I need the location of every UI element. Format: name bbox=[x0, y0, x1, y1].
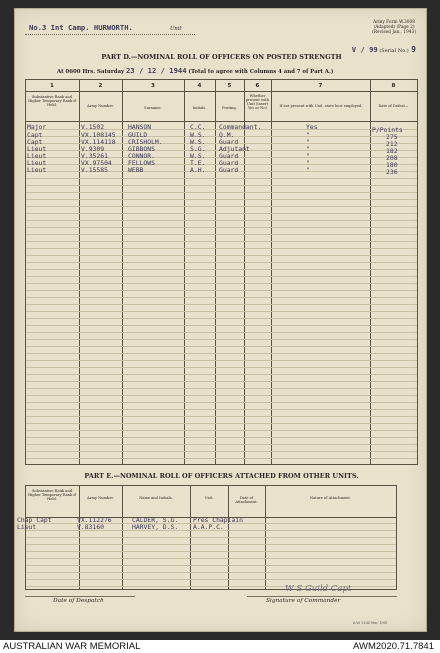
cell-present: " bbox=[306, 138, 310, 146]
date-suffix: (Total to agree with Columns 4 and 7 of Part A.) bbox=[188, 69, 334, 75]
form-line: (Revised Jan., 1943) bbox=[372, 30, 416, 36]
column-header-posting: Posting. bbox=[222, 106, 237, 110]
form-line: (Adapted) (Page 2) bbox=[373, 25, 415, 31]
e-column-header-rank: Substantive Rank and Higher Temporary Rank if Held. bbox=[28, 489, 76, 502]
ruled-line bbox=[26, 537, 396, 538]
cell-posting: Q.M. bbox=[219, 131, 235, 139]
cell-posting: Guard bbox=[219, 152, 239, 160]
ruled-line bbox=[26, 558, 396, 559]
ruled-line bbox=[26, 234, 417, 235]
cell-army-number: VX.108145 bbox=[81, 131, 116, 139]
cell-rank: Lieut bbox=[27, 152, 47, 160]
table-border-top bbox=[25, 79, 418, 80]
column-number: 1 bbox=[50, 83, 54, 89]
ruled-line bbox=[26, 353, 417, 354]
e-column-header-nature: Nature of Attachment. bbox=[310, 496, 351, 500]
ruled-line bbox=[26, 199, 417, 200]
form-line: Army Form W.3008 bbox=[373, 20, 415, 25]
ruled-line bbox=[26, 346, 417, 347]
ruled-line bbox=[26, 339, 417, 340]
ruled-line bbox=[26, 220, 417, 221]
cell-army-number: V.1502 bbox=[81, 123, 105, 131]
e-column-header-unit: Unit. bbox=[204, 496, 214, 500]
ruled-line bbox=[26, 367, 417, 368]
cell-unit: Pres Chaplain bbox=[193, 516, 244, 524]
signature-underline bbox=[247, 596, 397, 597]
cell-surname: WEBB bbox=[128, 166, 144, 174]
cell-unit: A.A.P.C. bbox=[193, 523, 224, 531]
cell-rank: Lieut bbox=[27, 145, 47, 153]
cell-points: 212 bbox=[386, 140, 398, 148]
column-header-army-number: Army Number. bbox=[87, 104, 114, 108]
column-header-defeat: Date of Defeat— bbox=[378, 104, 409, 108]
ruled-line bbox=[26, 269, 417, 270]
army-form-page bbox=[14, 8, 427, 632]
cell-posting: Guard bbox=[219, 166, 239, 174]
cell-rank: Lieut bbox=[17, 523, 37, 531]
form-reference bbox=[372, 20, 416, 36]
ruled-line bbox=[26, 416, 417, 417]
ruled-line bbox=[26, 423, 417, 424]
ruled-line bbox=[26, 248, 417, 249]
cell-present: " bbox=[306, 131, 310, 139]
column-divider bbox=[417, 79, 418, 464]
cell-army-number: VX.97504 bbox=[81, 159, 112, 167]
column-divider bbox=[396, 485, 397, 589]
ruled-line bbox=[26, 297, 417, 298]
column-header-rank: Substantive Rank and Higher Temporary Rank if Held. bbox=[28, 95, 76, 108]
column-number: 7 bbox=[318, 83, 323, 89]
ruled-line bbox=[26, 178, 417, 179]
ruled-line bbox=[26, 430, 417, 431]
cell-surname: GUILD bbox=[128, 131, 148, 139]
ruled-line bbox=[26, 185, 417, 186]
cell-army-number: VX.112276 bbox=[77, 516, 112, 524]
ruled-line bbox=[26, 437, 417, 438]
cell-surname: CONNOR. bbox=[128, 152, 155, 160]
ruled-line bbox=[26, 402, 417, 403]
cell-present: " bbox=[306, 152, 310, 160]
cell-points: 182 bbox=[386, 147, 398, 155]
column-header-employed: If not present with Unit, state how employed. bbox=[279, 104, 363, 108]
ruled-line bbox=[26, 192, 417, 193]
table-border-bottom bbox=[25, 464, 418, 465]
cell-initials: T.E. bbox=[190, 159, 206, 167]
date-value: 23 / 12 / 1944 bbox=[125, 66, 187, 75]
cell-rank: Major bbox=[27, 123, 47, 131]
cell-rank: Capt bbox=[27, 131, 43, 139]
ruled-line bbox=[26, 409, 417, 410]
cell-points: 180 bbox=[386, 161, 398, 169]
column-number: 8 bbox=[391, 83, 396, 89]
cell-surname: GIBBONS bbox=[128, 145, 155, 153]
e-column-header-name: Name and Initials. bbox=[139, 496, 173, 500]
column-number: 2 bbox=[98, 83, 103, 89]
ruled-line bbox=[26, 276, 417, 277]
ruled-line bbox=[26, 544, 396, 545]
ruled-line bbox=[26, 374, 417, 375]
cell-points: P/Points bbox=[372, 126, 403, 134]
ruled-line bbox=[26, 311, 417, 312]
cell-present: " bbox=[306, 159, 310, 167]
part-d-title: PART D.—NOMINAL ROLL OF OFFICERS ON POSTED STRENGTH bbox=[101, 53, 342, 61]
ruled-line bbox=[26, 255, 417, 256]
ruled-line bbox=[26, 579, 396, 580]
column-number: 4 bbox=[197, 83, 202, 89]
cell-initials: C.C. bbox=[190, 123, 206, 131]
date-prefix: At 0600 Hrs. Saturday bbox=[57, 69, 125, 75]
cell-surname: CRISHOLM. bbox=[128, 138, 163, 146]
column-number: 3 bbox=[151, 83, 155, 89]
signature-label: Signature of Commander bbox=[266, 598, 341, 604]
serial-number: 9 bbox=[411, 45, 416, 54]
serial-label: (Serial No.) bbox=[379, 48, 409, 54]
e-column-header-date: Date of Attachment. bbox=[235, 496, 258, 505]
column-header-surname: Surname. bbox=[144, 106, 162, 110]
cell-initials: A.H. bbox=[190, 166, 206, 174]
unit-label: Unit bbox=[170, 26, 182, 32]
accession-number: AWM2020.71.7841 bbox=[353, 641, 434, 652]
ruled-line bbox=[26, 262, 417, 263]
ruled-line bbox=[26, 325, 417, 326]
commander-signature: W S Guild Capt bbox=[285, 584, 352, 594]
e-column-header-army-number: Army Number. bbox=[87, 496, 114, 500]
cell-present: " bbox=[306, 166, 310, 174]
column-number: 6 bbox=[255, 83, 260, 89]
ruled-line bbox=[26, 290, 417, 291]
cell-present: " bbox=[306, 145, 310, 153]
column-number: 5 bbox=[227, 83, 232, 89]
column-header-present: Whether present with Unit (insert Yes or No) bbox=[245, 94, 269, 111]
cell-initials: W.S. bbox=[190, 131, 206, 139]
table-e-border-top bbox=[25, 485, 397, 486]
table-header-rule bbox=[25, 121, 418, 122]
cell-army-number: V.83160 bbox=[77, 523, 104, 531]
unit-value: No.3 Int Camp. HURWORTH. bbox=[29, 23, 133, 32]
ruled-line bbox=[26, 227, 417, 228]
cell-posting: Commandant. bbox=[219, 123, 262, 131]
cell-points: 208 bbox=[386, 154, 398, 162]
cell-rank: Lieut bbox=[27, 166, 47, 174]
ruled-line bbox=[26, 206, 417, 207]
ruled-line bbox=[26, 451, 417, 452]
cell-rank: Chap Capt bbox=[17, 516, 52, 524]
table-number-rule bbox=[25, 91, 418, 92]
caption-bar bbox=[0, 640, 440, 653]
cell-surname: FELLOWS bbox=[128, 159, 155, 167]
cell-rank: Capt bbox=[27, 138, 43, 146]
cell-present: Yes bbox=[306, 123, 318, 131]
cell-army-number: V.15585 bbox=[81, 166, 108, 174]
ruled-line bbox=[26, 241, 417, 242]
cell-posting: Guard bbox=[219, 159, 239, 167]
cell-posting: Adjutant bbox=[219, 145, 250, 153]
ruled-line bbox=[26, 381, 417, 382]
cell-rank: Lieut bbox=[27, 159, 47, 167]
ruled-line bbox=[26, 565, 396, 566]
ruled-line bbox=[26, 318, 417, 319]
ruled-line bbox=[26, 444, 417, 445]
despatch-underline bbox=[25, 596, 135, 597]
cell-surname: HANSON bbox=[128, 123, 152, 131]
ruled-line bbox=[26, 458, 417, 459]
cell-name: HARVEY, D.S. bbox=[132, 523, 179, 531]
column-header-initials: Initials. bbox=[192, 106, 207, 110]
cell-army-number: V.35261 bbox=[81, 152, 108, 160]
ruled-line bbox=[26, 551, 396, 552]
ruled-line bbox=[26, 304, 417, 305]
printer-note: A.W. 1140 Mar. 3/45 bbox=[353, 621, 388, 625]
ruled-line bbox=[26, 283, 417, 284]
cell-initials: S.G. bbox=[190, 145, 206, 153]
ruled-line bbox=[26, 388, 417, 389]
ruled-line bbox=[26, 213, 417, 214]
ruled-line bbox=[26, 395, 417, 396]
cell-army-number: VX.114118 bbox=[81, 138, 116, 146]
date-line bbox=[57, 66, 333, 75]
ruled-line bbox=[26, 572, 396, 573]
despatch-label: Date of Despatch bbox=[53, 598, 104, 604]
cell-points: 275 bbox=[386, 133, 398, 141]
part-e-title: PART E.—NOMINAL ROLL OF OFFICERS ATTACHED FROM OTHER UNITS. bbox=[84, 472, 359, 480]
cell-posting: Guard bbox=[219, 138, 239, 146]
cell-army-number: V.9309 bbox=[81, 145, 105, 153]
cell-initials: W.S. bbox=[190, 138, 206, 146]
ruled-line bbox=[26, 332, 417, 333]
cell-points: 236 bbox=[386, 168, 398, 176]
cell-initials: W.S. bbox=[190, 152, 206, 160]
ruled-line bbox=[26, 360, 417, 361]
archive-name: AUSTRALIAN WAR MEMORIAL bbox=[3, 641, 141, 652]
serial-value: V / 99 bbox=[351, 45, 378, 54]
cell-name: CALDER, S.G. bbox=[132, 516, 179, 524]
